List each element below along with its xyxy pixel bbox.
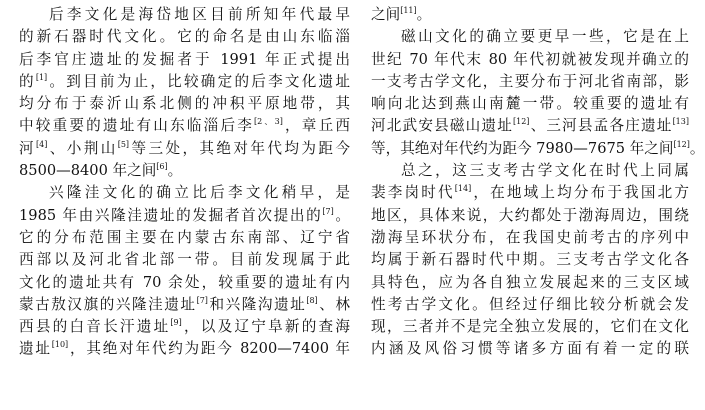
right-column bbox=[371, 4, 705, 361]
citation-ref: [13] bbox=[672, 117, 689, 127]
text-line: 现，三者并不是完全独立发展的，它们在文化 bbox=[371, 318, 689, 336]
text-line: 渤海呈环状分布，在我国史前考古的序列中 bbox=[371, 228, 689, 246]
text-line: 兴隆洼文化的确立比后李文化稍早，是 bbox=[49, 184, 350, 202]
text-line: 的[1]。到目前为止，比较确定的后李文化遗址 bbox=[19, 72, 350, 90]
text-line: 河[4]、小荆山[5]等三处，其绝对年代均为距今 bbox=[19, 139, 350, 157]
citation-ref: [10] bbox=[51, 340, 69, 350]
text-line: 中较重要的遗址有山东临淄后李[2、3]，章丘西 bbox=[19, 117, 350, 135]
citation-ref: [6] bbox=[156, 162, 168, 172]
text-line: 世纪 70 年代末 80 年代初就被发现并确立的 bbox=[371, 50, 689, 68]
left-column bbox=[19, 4, 350, 361]
text-line: 一支考古学文化，主要分布于河北省南部，影 bbox=[371, 72, 689, 90]
text-line: 之间[11]。 bbox=[371, 6, 432, 23]
text-line: 后李官庄遗址的发掘者于 1991 年正式提出 bbox=[19, 50, 350, 68]
citation-ref: [12] bbox=[673, 139, 690, 149]
text-line: 裴李岗时代[14]，在地域上均分布于我国北方 bbox=[371, 184, 689, 202]
citation-ref: [14] bbox=[454, 184, 472, 194]
text-line: 它的分布范围主要在内蒙古东南部、辽宁省 bbox=[19, 228, 350, 246]
text-line: 遗址[10]，其绝对年代约为距今 8200—7400 年 bbox=[19, 340, 350, 358]
citation-ref: [7] bbox=[196, 295, 208, 305]
text-line: 具特色，应为各自独立发展起来的三支区域 bbox=[371, 273, 689, 291]
citation-ref: [5] bbox=[117, 139, 130, 149]
text-line: 西县的白音长汗遗址[9]，以及辽宁阜新的查海 bbox=[19, 318, 350, 336]
citation-ref: [12] bbox=[512, 117, 530, 127]
citation-ref: [7] bbox=[322, 206, 334, 216]
text-line: 地区，具体来说，大约都处于渤海周边，围绕 bbox=[371, 206, 689, 224]
text-line: 的新石器时代文化。它的命名是由山东临淄 bbox=[19, 28, 350, 46]
text-line: 等，其绝对年代约为距今 7980—7675 年之间[12]。 bbox=[371, 139, 705, 157]
citation-ref: [1] bbox=[35, 72, 48, 82]
text-line: 文化的遗址共有 70 余处，较重要的遗址有内 bbox=[19, 273, 350, 291]
text-line: 1985 年由兴隆洼遗址的发掘者首次提出的[7]。 bbox=[19, 206, 350, 224]
text-line: 均属于新石器时代中期。三支考古学文化各 bbox=[371, 251, 689, 269]
citation-ref: [9] bbox=[170, 318, 182, 328]
text-line: 磁山文化的确立要更早一些，它是在上 bbox=[401, 28, 689, 46]
citation-ref: [2、3] bbox=[254, 117, 283, 127]
citation-ref: [8] bbox=[306, 295, 318, 305]
text-line: 内涵及风俗习惯等诸多方面有着一定的联 bbox=[371, 340, 689, 358]
text-line: 均分布于泰沂山系北侧的冲积平原地带，其 bbox=[19, 95, 350, 113]
citation-ref: [4] bbox=[36, 139, 48, 149]
text-line: 后李文化是海岱地区目前所知年代最早 bbox=[49, 6, 350, 23]
citation-ref: [11] bbox=[400, 6, 417, 15]
text-line: 蒙古敖汉旗的兴隆洼遗址[7]和兴隆沟遗址[8]、林 bbox=[19, 295, 350, 313]
text-line: 西部以及河北省北部一带。目前发现属于此 bbox=[19, 251, 350, 269]
text-line: 8500—8400 年之间[6]。 bbox=[19, 162, 183, 180]
text-line: 总之，这三支考古学文化在时代上同属 bbox=[401, 162, 689, 180]
text-line: 响向北达到燕山南麓一带。较重要的遗址有 bbox=[371, 95, 689, 113]
text-line: 性考古学文化。但经过仔细比较分析就会发 bbox=[371, 295, 689, 313]
text-line: 河北武安县磁山遗址[12]、三河县孟各庄遗址[13] bbox=[371, 117, 689, 135]
